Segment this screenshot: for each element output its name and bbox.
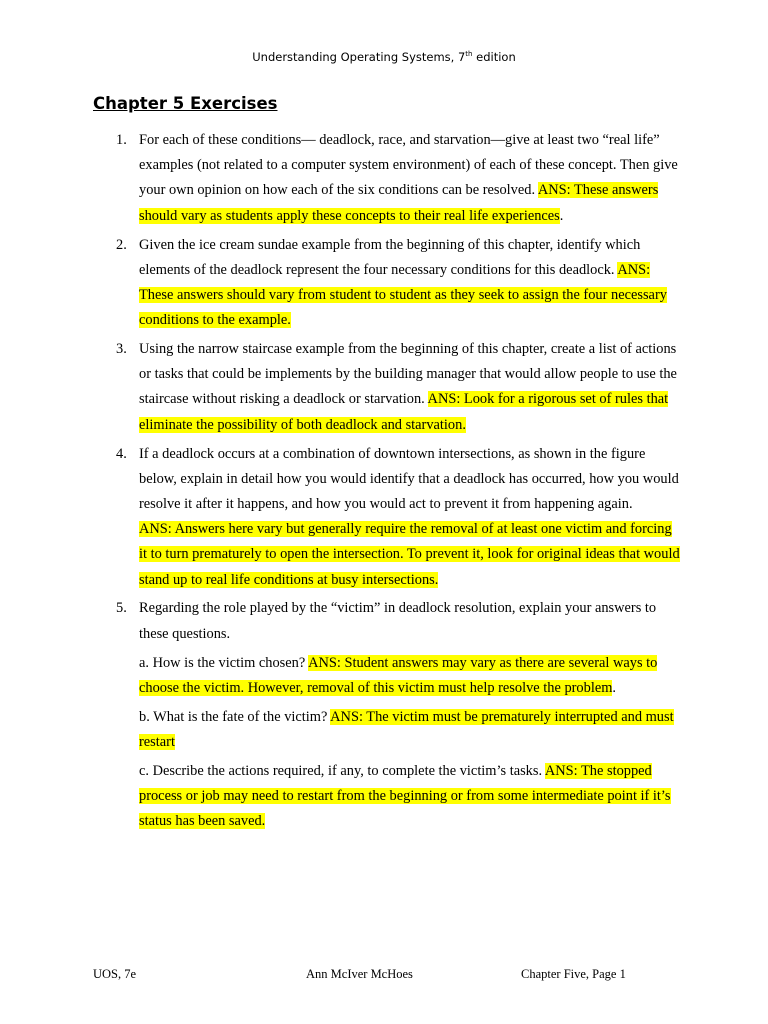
header-superscript: th — [465, 50, 473, 59]
footer-author: Ann McIver McHoes — [306, 967, 413, 981]
page-title: Chapter 5 Exercises — [93, 94, 278, 113]
sub-question-text: a. How is the victim chosen? — [139, 654, 309, 671]
exercise-number: 4. — [116, 445, 127, 462]
exercise-number: 5. — [116, 600, 127, 617]
exercise-number: 3. — [116, 341, 127, 357]
sub-question-suffix: . — [612, 679, 617, 696]
exercise-item-5 — [0, 596, 681, 834]
exercise-answer: ANS: Answers here vary but generally require the removal of at least one victim and forcing it to turn prematurely to open the intersection. To prevent it, look for original ideas that would stand up to real life conditions at busy intersections. — [139, 521, 680, 588]
exercise-item-4 — [0, 442, 681, 593]
exercise-question: For each of these conditions— deadlock, race, and starvation—give at least two “real life” examples (not related to a computer system environment) of each of these concept. Then give your own opinion on how each of the six conditions can be resolved. — [139, 132, 678, 199]
sub-question-b — [139, 705, 681, 755]
sub-question-answer: ANS: The stopped process or job may need to restart from the beginning or from some intermediate point if it’s status has been saved. — [139, 762, 671, 830]
sub-question-text: b. What is the fate of the victim? — [139, 708, 331, 725]
sub-question-c — [139, 759, 681, 835]
exercise-answer: ANS: Look for a rigorous set of rules that eliminate the possibility of both deadlock and starvation. — [139, 391, 669, 433]
exercise-item-1 — [0, 128, 681, 229]
running-header — [0, 49, 768, 65]
footer-page: Chapter Five, Page 1 — [521, 967, 626, 981]
page-footer — [0, 965, 768, 983]
exercise-question: Given the ice cream sundae example from the beginning of this chapter, identify which elements of the deadlock represent the four necessary conditions for this deadlock. — [139, 236, 641, 278]
exercise-question: Regarding the role played by the “victim” in deadlock resolution, explain your answers to these questions. — [139, 600, 657, 642]
exercise-answer-suffix: . — [559, 207, 564, 224]
exercise-number: 2. — [116, 236, 127, 253]
exercise-question: If a deadlock occurs at a combination of downtown intersections, as shown in the figure below, explain in detail how you would identify that a deadlock has occurred, how you would resolve it after it happens, and how you would act to prevent it from happening again. — [139, 445, 679, 512]
footer-book: UOS, 7e — [93, 967, 137, 981]
exercise-list — [0, 128, 768, 838]
exercise-answer: ANS: These answers should vary as students apply these concepts to their real life experiences — [139, 182, 659, 224]
header-edition: edition — [472, 50, 516, 64]
header-title: Understanding Operating Systems, 7 — [252, 50, 466, 64]
exercise-item-3 — [0, 337, 681, 438]
sub-question-answer: ANS: Student answers may vary as there are several ways to choose the victim. However, removal of this victim must help resolve the problem — [139, 654, 658, 696]
exercise-answer: ANS: These answers should vary from student to student as they seek to assign the four necessary conditions to the example. — [139, 261, 667, 329]
exercise-question: Using the narrow staircase example from the beginning of this chapter, create a list of actions or tasks that could be implements by the building manager that would allow people to use the staircase without risking a deadlock or starvation. — [139, 341, 677, 408]
exercise-number: 1. — [116, 132, 127, 148]
sub-question-text: c. Describe the actions required, if any, to complete the victim’s tasks. — [139, 762, 545, 779]
exercise-item-2 — [0, 233, 681, 334]
sub-question-answer: ANS: The victim must be prematurely interrupted and must restart — [139, 708, 674, 750]
sub-question-a — [139, 651, 681, 701]
